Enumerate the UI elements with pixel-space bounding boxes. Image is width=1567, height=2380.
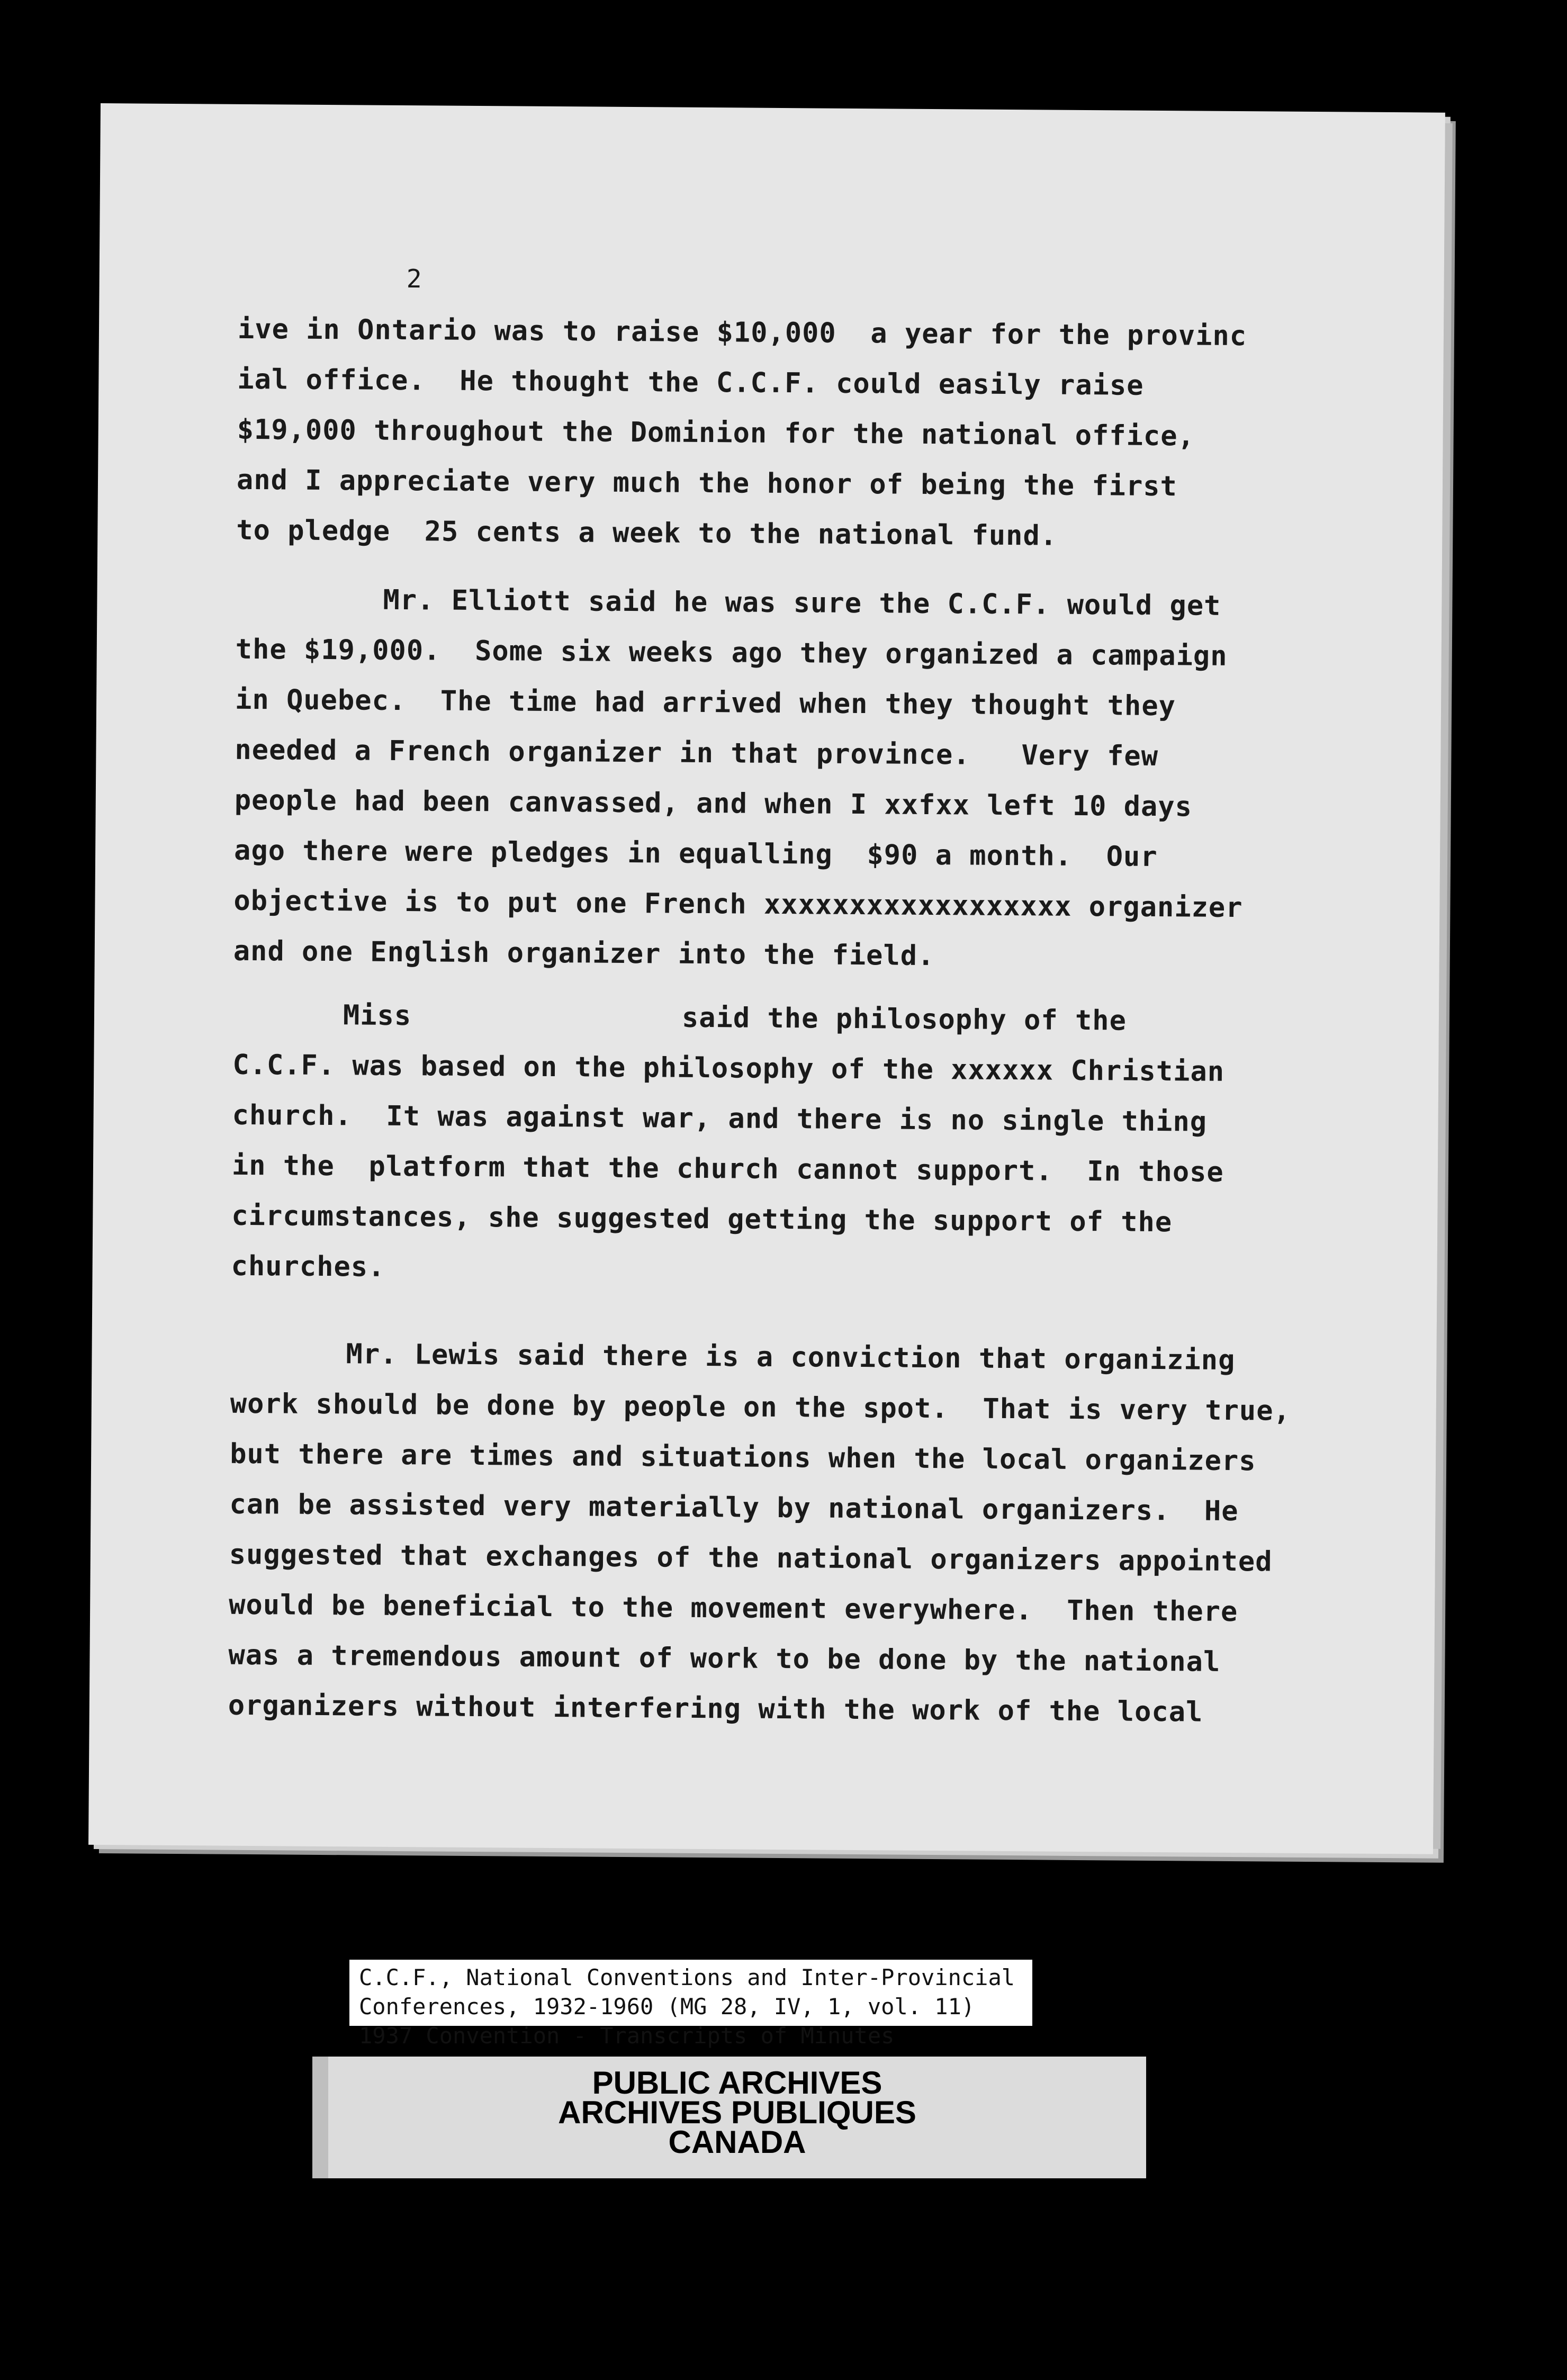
text-line: and I appreciate very much the honor of being the first [236, 464, 1178, 503]
text-line: in Quebec. The time had arrived when they thought they [235, 683, 1176, 723]
page-number: 2 [406, 264, 422, 294]
text-line: and one English organizer into the field. [233, 935, 935, 972]
text-line: to pledge 25 cents a week to the national fund. [236, 514, 1058, 552]
text-line: ive in Ontario was to raise $10,000 a year for the provinc [237, 313, 1247, 353]
archives-stamp [312, 2057, 1146, 2178]
text-line: circumstances, she suggested getting the support of the [231, 1200, 1173, 1239]
text-line: said the philosophy of the [681, 1002, 1127, 1037]
text-line: would be beneficial to the movement everywhere. Then there [228, 1589, 1238, 1628]
stamp-line: CANADA [668, 2124, 806, 2160]
label-line: Conferences, 1932-1960 (MG 28, IV, 1, vol. 11) [359, 1994, 975, 2020]
label-line: 1937 Convention - Transcripts of Minutes [359, 2023, 895, 2049]
text-line: needed a French organizer in that province. Very few [235, 734, 1159, 772]
text-line: objective is to put one French xxxxxxxxxxxxxxxxxx organizer [233, 885, 1243, 924]
text-line: the $19,000. Some six weeks ago they organized a campaign [235, 633, 1228, 672]
text-line: Mr. Elliott said he was sure the C.C.F. would get [383, 584, 1221, 622]
text-line: can be assisted very materially by national organizers. He [229, 1488, 1239, 1528]
text-line: was a tremendous amount of work to be done by the national [228, 1639, 1221, 1678]
archive-reference-label [349, 1960, 1032, 2049]
text-line: churches. [231, 1250, 385, 1283]
text-line: in the platform that the church cannot support. In those [231, 1149, 1224, 1188]
stamp-line: ARCHIVES PUBLIQUES [558, 2095, 916, 2130]
text-line: suggested that exchanges of the national organizers appointed [229, 1538, 1273, 1578]
typed-page [88, 103, 1445, 1854]
text-line: $19,000 throughout the Dominion for the national office, [237, 413, 1195, 453]
text-line: work should be done by people on the spot. That is very true, [230, 1387, 1291, 1427]
text-line: Mr. Lewis said there is a conviction that organizing [346, 1338, 1236, 1377]
text-line: people had been canvassed, and when I xxfxx left 10 days [234, 784, 1193, 823]
label-line: C.C.F., National Conventions and Inter-Provincial [359, 1964, 1015, 1990]
text-line: C.C.F. was based on the philosophy of the xxxxxx Christian [232, 1049, 1225, 1088]
text-line: ago there were pledges in equalling $90 a month. Our [233, 834, 1158, 873]
text-line: ial office. He thought the C.C.F. could easily raise [237, 363, 1144, 402]
stamp-line: PUBLIC ARCHIVES [592, 2065, 882, 2100]
text-line: but there are times and situations when the local organizers [229, 1438, 1256, 1477]
text-line: church. It was against war, and there is no single thing [232, 1099, 1208, 1138]
text-line: Miss [343, 999, 412, 1032]
text-line: organizers without interfering with the work of the local [228, 1689, 1203, 1728]
